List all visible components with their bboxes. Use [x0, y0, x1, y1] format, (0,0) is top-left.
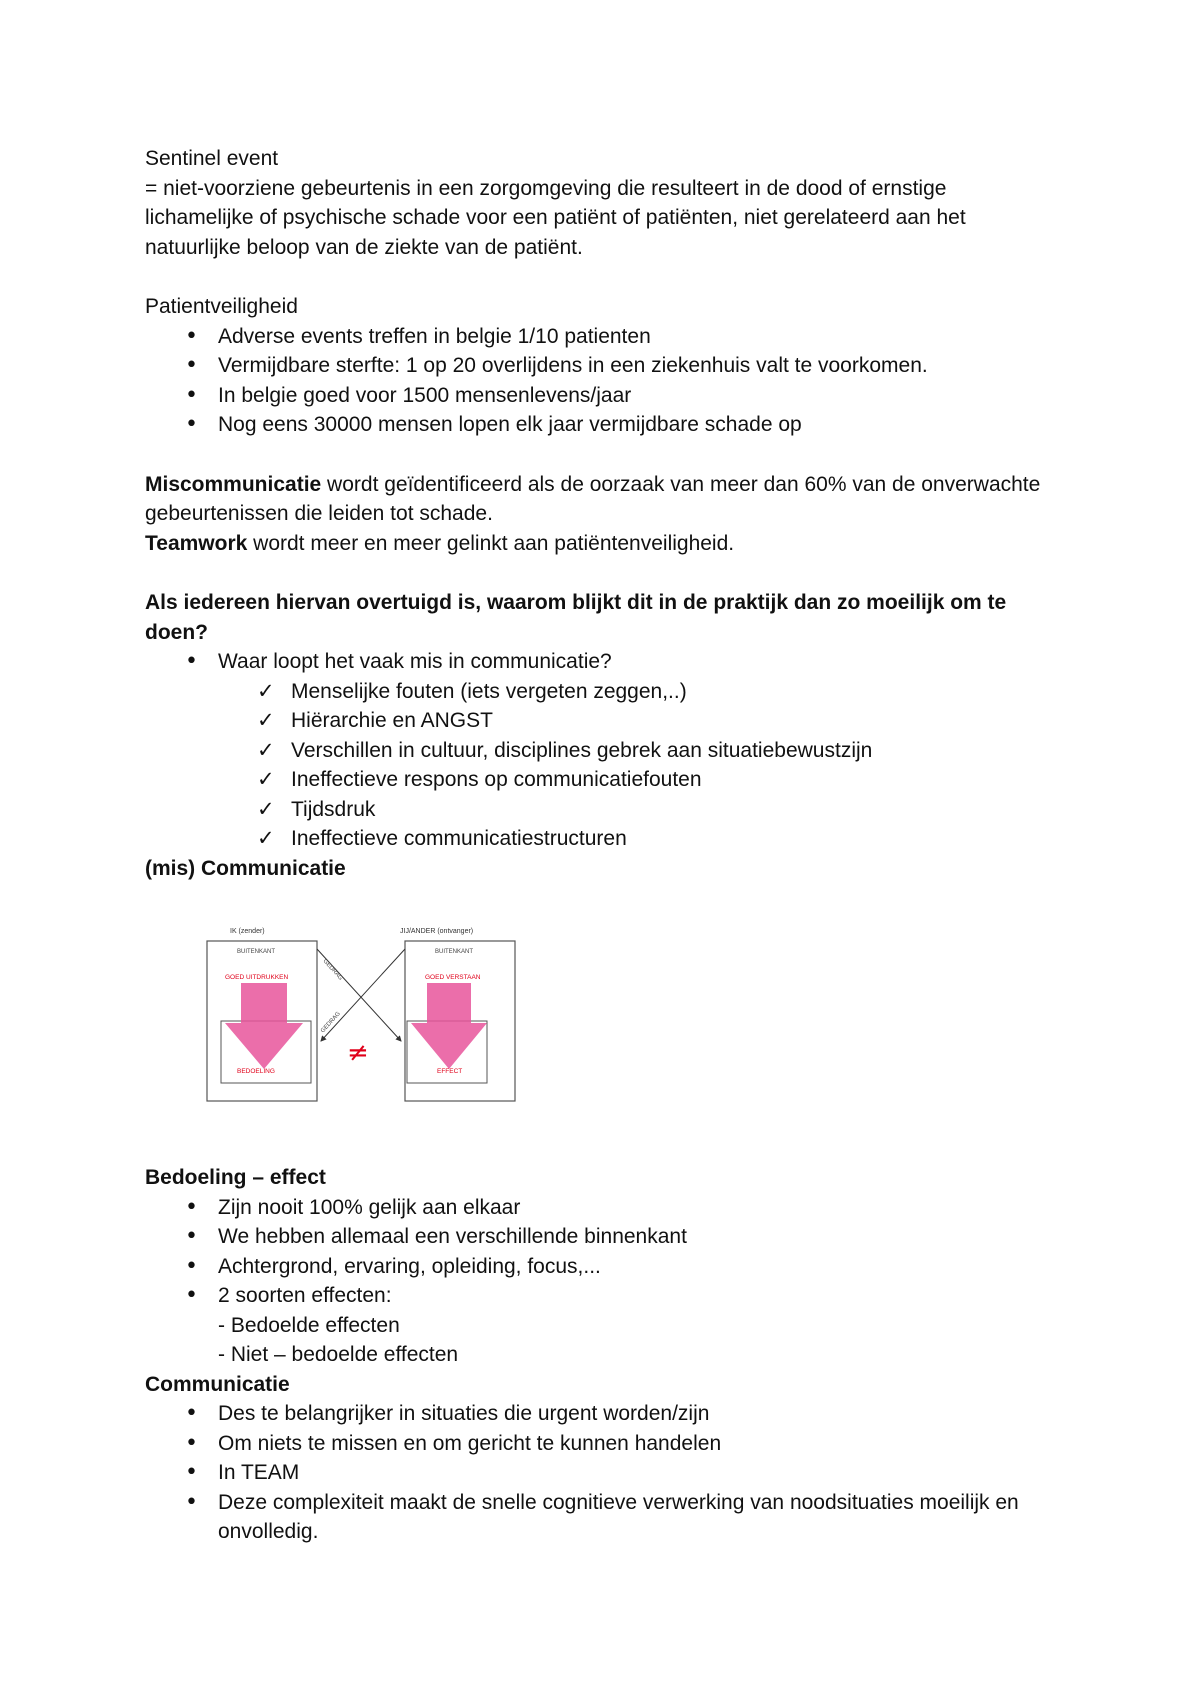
list-item: • In belgie goed voor 1500 mensenlevens/jaar: [145, 381, 1045, 411]
communicatie-list: [145, 1399, 1045, 1547]
check-item: ✓ Menselijke fouten (iets vergeten zeggen,..): [145, 677, 1045, 707]
check-list: [145, 677, 1045, 854]
left-red-label: GOED UITDRUKKEN: [225, 974, 289, 981]
check-item: ✓ Tijdsdruk: [145, 795, 1045, 825]
sub-item: - Bedoelde effecten: [218, 1313, 400, 1337]
bedoeling-list: [145, 1193, 1045, 1311]
teamwork-bold: Teamwork: [145, 531, 248, 555]
arrow-top-label: GEDRAG: [321, 958, 344, 982]
list-item: • We hebben allemaal een verschillende binnenkant: [145, 1222, 1045, 1252]
sub-item: - Niet – bedoelde effecten: [218, 1343, 459, 1366]
right-bottom-label: EFFECT: [437, 1068, 463, 1075]
left-bottom-label: BEDOELING: [237, 1068, 275, 1075]
right-red-label: GOED VERSTAAN: [425, 974, 481, 981]
list-item: • 2 soorten effecten:: [145, 1281, 1045, 1311]
diagram-figure: [205, 923, 525, 1103]
right-box-top-label: BUITENKANT: [435, 949, 474, 955]
list-item: • Waar loopt het vaak mis in communicatie?: [145, 647, 1045, 677]
miscomm-paragraph: [145, 470, 1045, 529]
mis-communicatie-heading: [145, 854, 1045, 884]
bedoeling-title-text: Bedoeling – effect: [145, 1166, 326, 1189]
miscomm-text: wordt geïdentificeerd als de oorzaak van meer dan 60% van de onverwachte gebeurtenissen die leiden tot schade.: [145, 472, 1041, 525]
list-item: • Nog eens 30000 mensen lopen elk jaar vermijdbare schade op: [145, 410, 1045, 440]
check-item: ✓ Hiërarchie en ANGST: [145, 706, 1045, 736]
left-caption: IK (zender): [230, 928, 265, 935]
list-item: • In TEAM: [145, 1458, 1045, 1488]
arrow-bottom-label: GEDRAG: [320, 1010, 342, 1035]
miscomm-bold: Miscommunicatie: [145, 472, 322, 496]
question-title: [145, 588, 1045, 647]
question-title-text: Als iedereen hiervan overtuigd is, waarom blijkt dit in de praktijk dan zo moeilijk om te doen?: [145, 591, 1007, 644]
list-item: • Zijn nooit 100% gelijk aan elkaar: [145, 1193, 1045, 1223]
sentinel-title: Sentinel event: [145, 147, 279, 170]
arrow-down-left: [321, 949, 405, 1041]
communicatie-title: [145, 1370, 1045, 1400]
bedoeling-title: [145, 1163, 1045, 1193]
question-list: [145, 647, 1045, 677]
list-item: • Vermijdbare sterfte: 1 op 20 overlijdens in een ziekenhuis valt te voorkomen.: [145, 351, 1045, 381]
teamwork-text: wordt meer en meer gelinkt aan patiëntenveiligheid.: [247, 531, 735, 555]
right-caption: JIJ/ANDER (ontvanger): [400, 928, 474, 935]
left-box-top-label: BUITENKANT: [237, 949, 276, 955]
sentinel-definition: = niet-voorziene gebeurtenis in een zorgomgeving die resulteert in de dood of ernstige lichamelijke of psychische schade voor een patiënt of patiënten, niet gerelateerd aan het natuurlijke beloop van de ziekte van de patiënt.: [145, 176, 966, 259]
list-item: • Achtergrond, ervaring, opleiding, focus,...: [145, 1252, 1045, 1282]
check-item: ✓ Ineffectieve respons op communicatiefouten: [145, 765, 1045, 795]
list-item: • Des te belangrijker in situaties die urgent worden/zijn: [145, 1399, 1045, 1429]
not-equal-sign: ≠: [347, 1038, 369, 1068]
communicatie-title-text: Communicatie: [145, 1372, 290, 1396]
teamwork-paragraph: [145, 529, 1045, 559]
list-item: • Om niets te missen en om gericht te kunnen handelen: [145, 1429, 1045, 1459]
check-item: ✓ Verschillen in cultuur, disciplines gebrek aan situatiebewustzijn: [145, 736, 1045, 766]
patient-list: [145, 322, 1045, 440]
check-item: ✓ Ineffectieve communicatiestructuren: [145, 824, 1045, 854]
document-body: [145, 144, 1045, 1547]
list-item: • Deze complexiteit maakt de snelle cognitieve verwerking van noodsituaties moeilijk en onvolledig.: [145, 1488, 1045, 1547]
communication-diagram: [145, 883, 1045, 1133]
list-item: • Adverse events treffen in belgie 1/10 patienten: [145, 322, 1045, 352]
mis-communicatie-heading-text: (mis) Communicatie: [145, 856, 346, 880]
patient-title: Patientveiligheid: [145, 295, 298, 318]
